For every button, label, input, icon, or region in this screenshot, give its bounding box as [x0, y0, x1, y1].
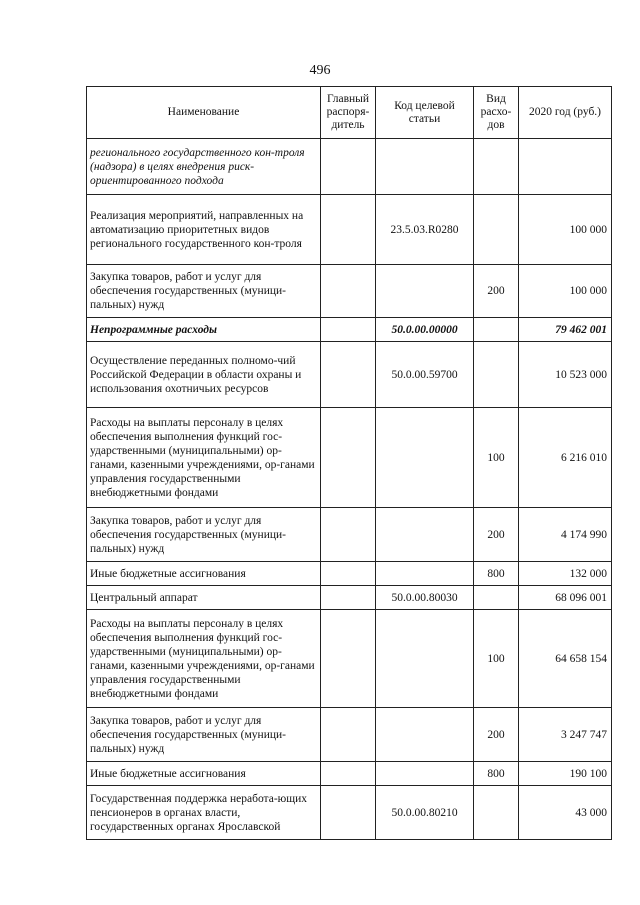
row-name: Иные бюджетные ассигнования — [87, 762, 321, 786]
row-admin — [321, 610, 376, 708]
table-row — [87, 610, 612, 708]
row-kind — [474, 195, 519, 265]
row-name: Осуществление переданных полномо-чий Российской Федерации в области охраны и использования охотничьих ресурсов — [87, 342, 321, 408]
row-kind: 800 — [474, 562, 519, 586]
row-code — [376, 562, 474, 586]
header-kind: Вид расхо-дов — [474, 87, 519, 139]
row-name: Расходы на выплаты персоналу в целях обеспечения выполнения функций гос-ударственными (муниципальными) ор-ганами, казенными учреждениями, ор-ганами управления государственными внебюджетными фондами — [87, 610, 321, 708]
row-admin — [321, 708, 376, 762]
row-admin — [321, 342, 376, 408]
row-code — [376, 708, 474, 762]
row-amount: 64 658 154 — [519, 610, 612, 708]
table-row — [87, 408, 612, 508]
row-name: Закупка товаров, работ и услуг для обеспечения государственных (муници-пальных) нужд — [87, 265, 321, 318]
row-amount: 190 100 — [519, 762, 612, 786]
row-kind: 800 — [474, 762, 519, 786]
row-code — [376, 139, 474, 195]
row-kind: 100 — [474, 408, 519, 508]
row-amount: 6 216 010 — [519, 408, 612, 508]
table-row — [87, 195, 612, 265]
row-name: Расходы на выплаты персоналу в целях обеспечения выполнения функций гос-ударственными (муниципальными) ор-ганами, казенными учреждениями, ор-ганами управления государственными внебюджетными фондами — [87, 408, 321, 508]
page-number: 496 — [309, 63, 331, 78]
row-kind — [474, 786, 519, 840]
header-admin: Главный распоря-дитель — [321, 87, 376, 139]
row-admin — [321, 508, 376, 562]
table-header-row — [87, 87, 612, 139]
table-row — [87, 586, 612, 610]
row-admin — [321, 586, 376, 610]
row-code — [376, 265, 474, 318]
header-code: Код целевой статьи — [376, 87, 474, 139]
table-row — [87, 562, 612, 586]
row-code: 50.0.00.80210 — [376, 786, 474, 840]
table-row — [87, 786, 612, 840]
table-row — [87, 342, 612, 408]
row-name: Непрограммные расходы — [87, 318, 321, 342]
row-kind: 200 — [474, 708, 519, 762]
row-code: 50.0.00.59700 — [376, 342, 474, 408]
row-amount: 68 096 001 — [519, 586, 612, 610]
header-name: Наименование — [87, 87, 321, 139]
row-code — [376, 408, 474, 508]
table-row — [87, 265, 612, 318]
table-row — [87, 318, 612, 342]
row-kind — [474, 586, 519, 610]
row-code — [376, 762, 474, 786]
row-name: Закупка товаров, работ и услуг для обеспечения государственных (муници-пальных) нужд — [87, 708, 321, 762]
budget-table — [86, 86, 612, 840]
row-name: регионального государственного кон-троля (надзора) в целях внедрения риск-ориентированного подхода — [87, 139, 321, 195]
row-kind — [474, 139, 519, 195]
row-admin — [321, 408, 376, 508]
row-amount: 43 000 — [519, 786, 612, 840]
row-code: 23.5.03.R0280 — [376, 195, 474, 265]
row-name: Центральный аппарат — [87, 586, 321, 610]
table-row — [87, 762, 612, 786]
row-name: Иные бюджетные ассигнования — [87, 562, 321, 586]
row-admin — [321, 318, 376, 342]
row-kind: 200 — [474, 508, 519, 562]
row-name: Государственная поддержка неработа-ющих пенсионеров в органах власти, государственных органах Ярославской — [87, 786, 321, 840]
row-code — [376, 508, 474, 562]
row-name: Закупка товаров, работ и услуг для обеспечения государственных (муници-пальных) нужд — [87, 508, 321, 562]
row-code: 50.0.00.80030 — [376, 586, 474, 610]
row-amount: 4 174 990 — [519, 508, 612, 562]
row-admin — [321, 265, 376, 318]
row-amount: 3 247 747 — [519, 708, 612, 762]
row-admin — [321, 562, 376, 586]
row-amount: 100 000 — [519, 195, 612, 265]
row-admin — [321, 786, 376, 840]
row-amount — [519, 139, 612, 195]
table-row — [87, 139, 612, 195]
row-amount: 132 000 — [519, 562, 612, 586]
row-amount: 79 462 001 — [519, 318, 612, 342]
row-code — [376, 610, 474, 708]
row-code: 50.0.00.00000 — [376, 318, 474, 342]
row-admin — [321, 139, 376, 195]
header-amount: 2020 год (руб.) — [519, 87, 612, 139]
table-row — [87, 508, 612, 562]
row-amount: 100 000 — [519, 265, 612, 318]
row-amount: 10 523 000 — [519, 342, 612, 408]
row-kind — [474, 318, 519, 342]
row-kind — [474, 342, 519, 408]
row-kind: 200 — [474, 265, 519, 318]
row-admin — [321, 195, 376, 265]
row-name: Реализация мероприятий, направленных на автоматизацию приоритетных видов регионального государственного кон-троля — [87, 195, 321, 265]
row-admin — [321, 762, 376, 786]
row-kind: 100 — [474, 610, 519, 708]
table-row — [87, 708, 612, 762]
